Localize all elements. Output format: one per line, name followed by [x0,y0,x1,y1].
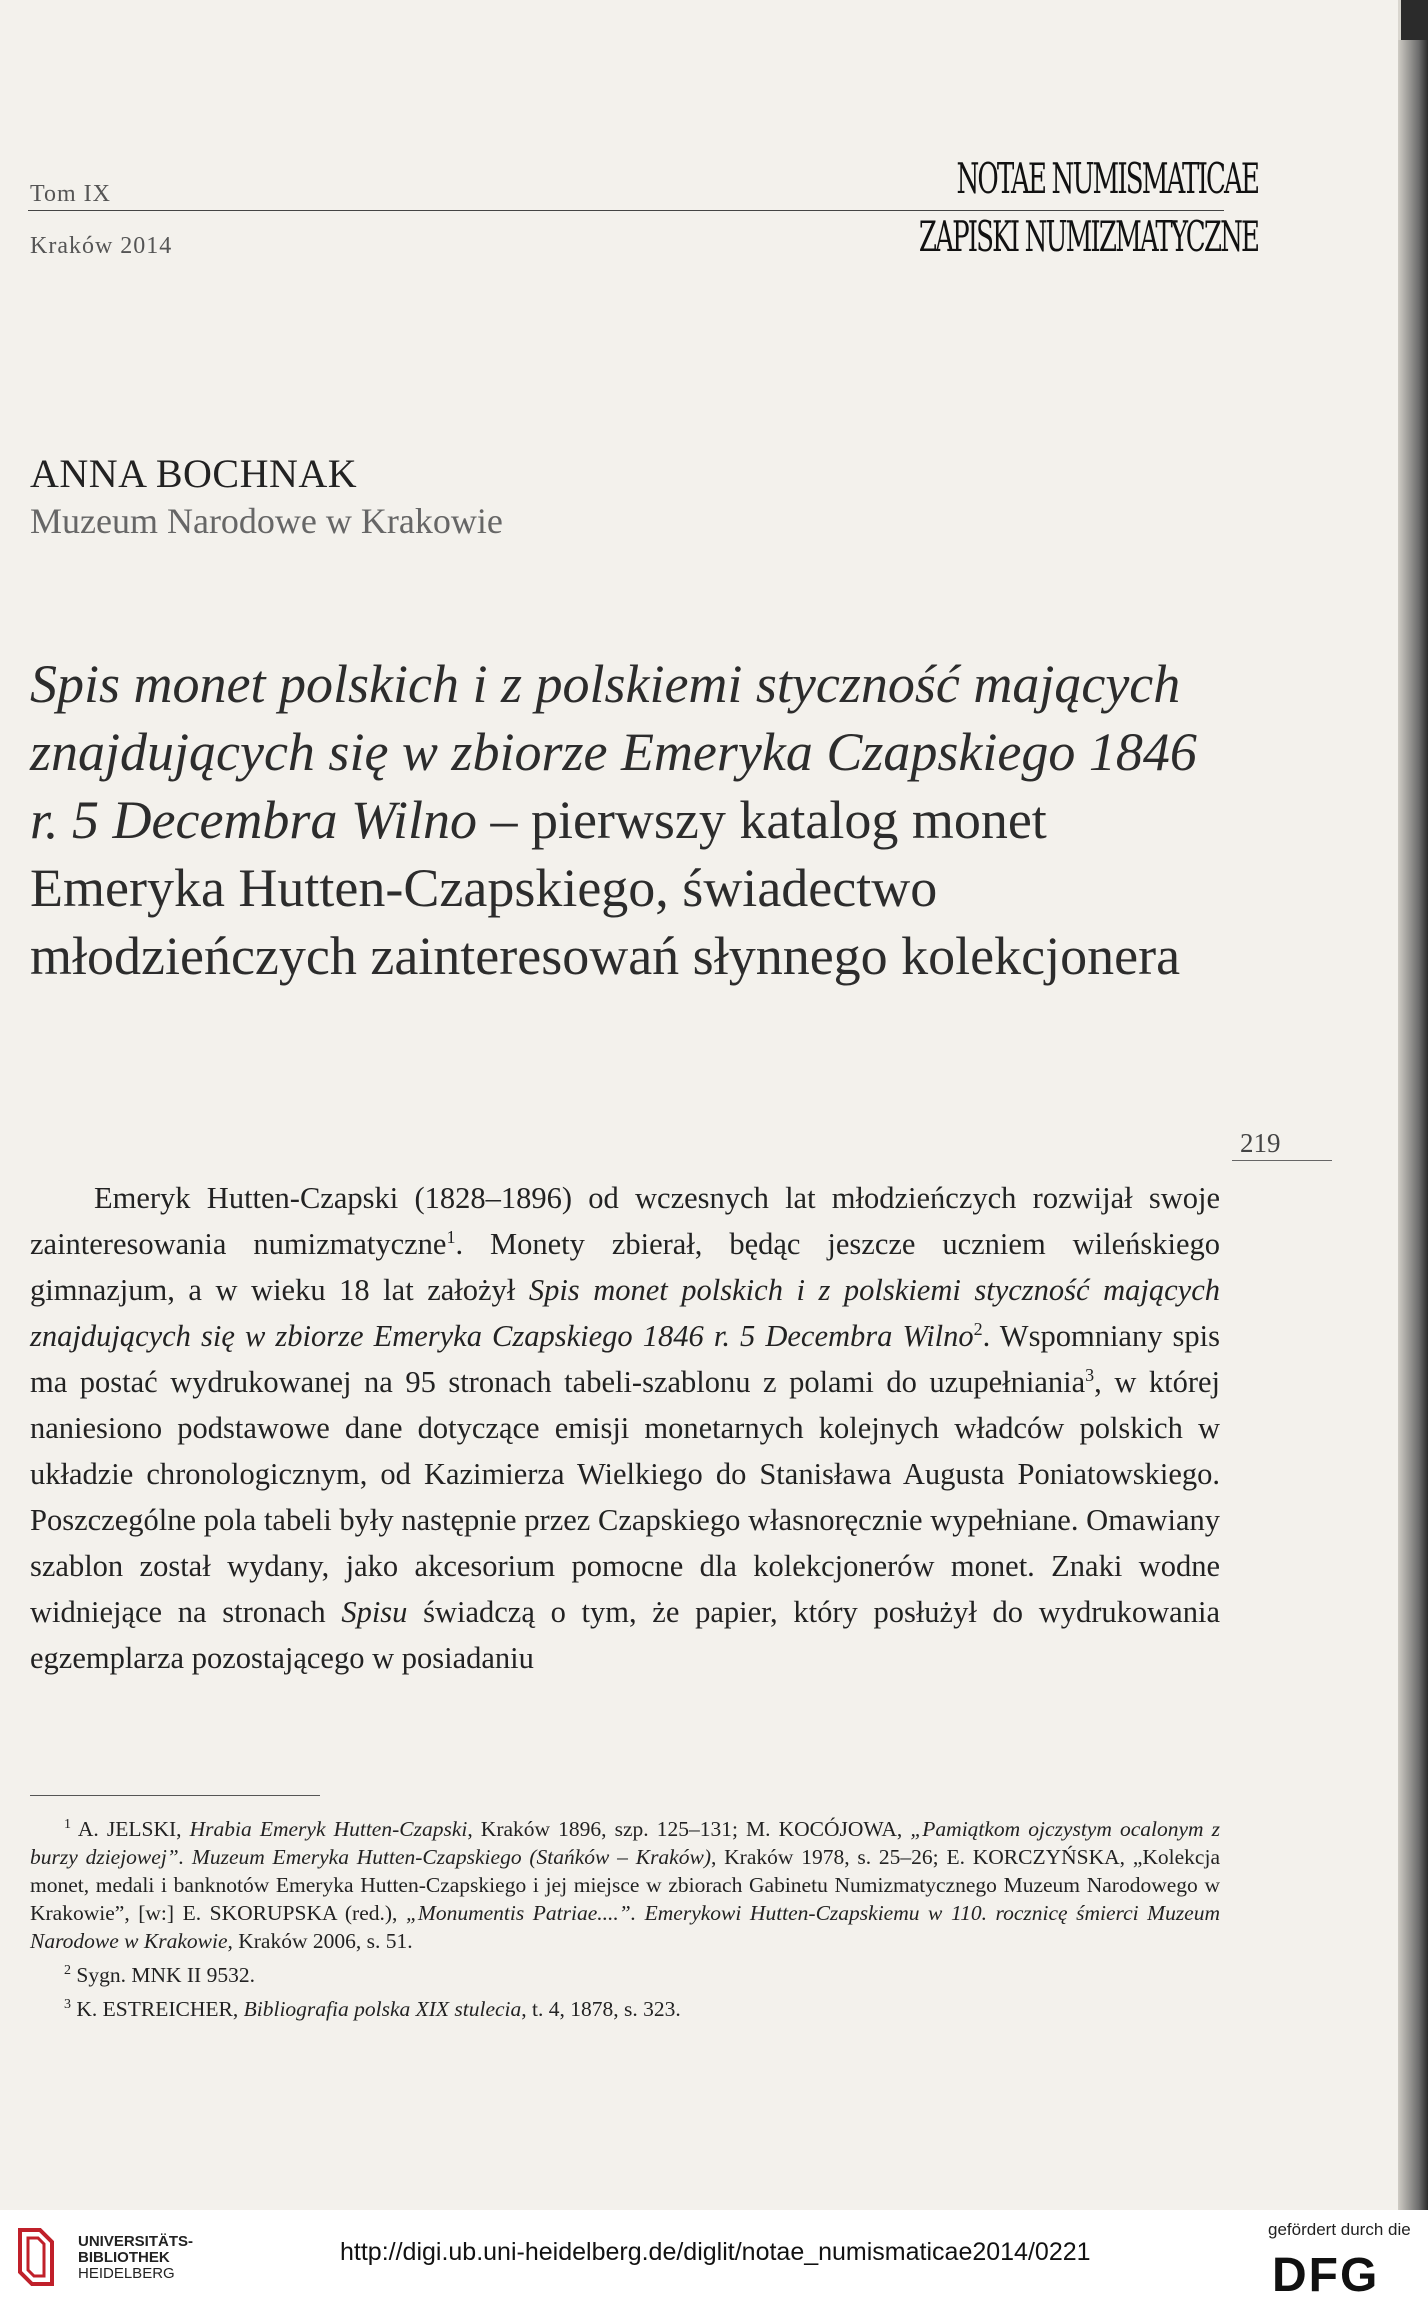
page-edge [1398,40,1428,2210]
footnote-1-text-c: , Kraków 1896, szp. 125–131; M. KOCÓJOWA, [467,1817,911,1841]
footnote-2 [30,1961,1220,1989]
body-paragraph [30,1175,1220,1681]
journal-title-latin: NOTAE NUMISMATICAE [956,154,1258,203]
funding-caption: gefördert durch die [1268,2220,1411,2239]
body-text-1: Emeryk Hutten-Czapski (1828–1896) od wczesnych lat młodzieńczych rozwijał swoje zainteresowania numizmatyczne [30,1181,1220,1261]
body-text-5: świadczą o tym, że papier, który posłużył do wydrukowania egzemplarza pozostającego w posiadaniu [30,1595,1220,1675]
footnote-3-number: 3 [64,1996,71,2012]
footnote-1-text-a: A. JELSKI, [71,1817,190,1841]
body-text-3: . Wspomniany spis ma postać wydrukowanej na 95 stronach tabeli-szablonu z polami do uzupełniania [30,1319,1220,1399]
footnote-1-text-e: , Kraków 1978, s. 25–26; E. KORCZYŃSKA, „Kolekcja monet, medali i banknotów Emeryka Hutten-Czapskiego i jej miejsce w zbiorach Gabinetu Numizmatycznego Muzeum Narodowego w Krakowie”, [w:] E. SKORUPSKA (red.), [30,1845,1220,1925]
footnote-3-text-c: , t. 4, 1878, s. 323. [521,1997,681,2021]
page-number: 219 [1240,1128,1281,1158]
library-name [78,2234,193,2282]
article-title [30,650,1220,990]
footnote-ref-1: 1 [446,1226,456,1247]
issue-info [30,168,172,272]
footnote-1 [30,1815,1220,1955]
footnote-3-text-b: Bibliografia polska XIX stulecia [243,1997,522,2021]
footnote-2-number: 2 [64,1962,71,1978]
footnote-1-text-d: „Pamiątkom ojczystym ocalonym z burzy dziejowej”. Muzeum Emeryka Hutten-Czapskiego (Stańków – Kraków) [30,1817,1221,1869]
body-text-italic-title: Spis monet polskich i z polskiemi styczność mających znajdujących się w zbiorze Emeryka Czapskiego 1846 r. 5 Decembra Wilno [30,1273,1220,1353]
library-name-line2: BIBLIOTHEK [78,2249,170,2266]
article-title-roman: – pierwszy katalog monet Emeryka Hutten-Czapskiego, świadectwo młodzieńczych zainteresowań słynnego kolekcjonera [30,790,1181,986]
footnote-2-text: Sygn. MNK II 9532. [71,1963,255,1987]
place-year: Kraków 2014 [30,233,173,259]
footnote-1-text-g: , Kraków 2006, s. 51. [227,1929,413,1953]
footnote-rule [30,1795,320,1796]
body-text-italic-spisu: Spisu [341,1595,408,1629]
volume: Tom IX [30,181,111,207]
footnote-1-number: 1 [64,1816,71,1832]
footnote-3 [30,1995,1220,2023]
journal-title-polish: ZAPISKI NUMIZMATYCZNE [918,212,1258,261]
journal-title [919,150,1258,266]
footnote-ref-3: 3 [1085,1364,1095,1385]
page-number-rule [1232,1160,1332,1161]
footnote-1-text-b: Hrabia Emeryk Hutten-Czapski [189,1817,468,1841]
footnote-ref-2: 2 [973,1318,983,1339]
library-name-line3: HEIDELBERG [78,2265,175,2282]
library-logo-icon [14,2222,58,2292]
author-affiliation: Muzeum Narodowe w Krakowie [30,501,503,541]
article-title-italic: Spis monet polskich i z polskiemi styczność mających znajdujących się w zbiorze Emeryka Czapskiego 1846 r. 5 Decembra Wilno [30,654,1197,850]
dfg-logo: DFG [1272,2249,1380,2302]
footnote-1-text-f: „Monumentis Patriae....”. Emerykowi Hutten-Czapskiemu w 110. rocznicę śmierci Muzeum Narodowe w Krakowie [30,1901,1221,1953]
library-name-line1: UNIVERSITÄTS- [78,2233,194,2250]
source-url-link[interactable]: http://digi.ub.uni-heidelberg.de/diglit/notae_numismaticae2014/0221 [340,2238,1091,2266]
body-text-4: , w której naniesiono podstawowe dane dotyczące emisji monetarnych kolejnych władców polskich w układzie chronologicznym, od Kazimierza Wielkiego do Stanisława Augusta Poniatowskiego. Poszczególne pola tabeli były następnie przez Czapskiego własnoręcznie wypełniane. Omawiany szablon został wydany, jako akcesorium pomocne dla kolekcjonerów monet. Znaki wodne widniejące na stronach [30,1365,1221,1629]
author-name: ANNA BOCHNAK [30,451,358,496]
body-text-2: . Monety zbierał, będąc jeszcze uczniem wileńskiego gimnazjum, a w wieku 18 lat założył [30,1227,1220,1307]
footnotes [30,1815,1220,2029]
footnote-3-text-a: K. ESTREICHER, [71,1997,244,2021]
